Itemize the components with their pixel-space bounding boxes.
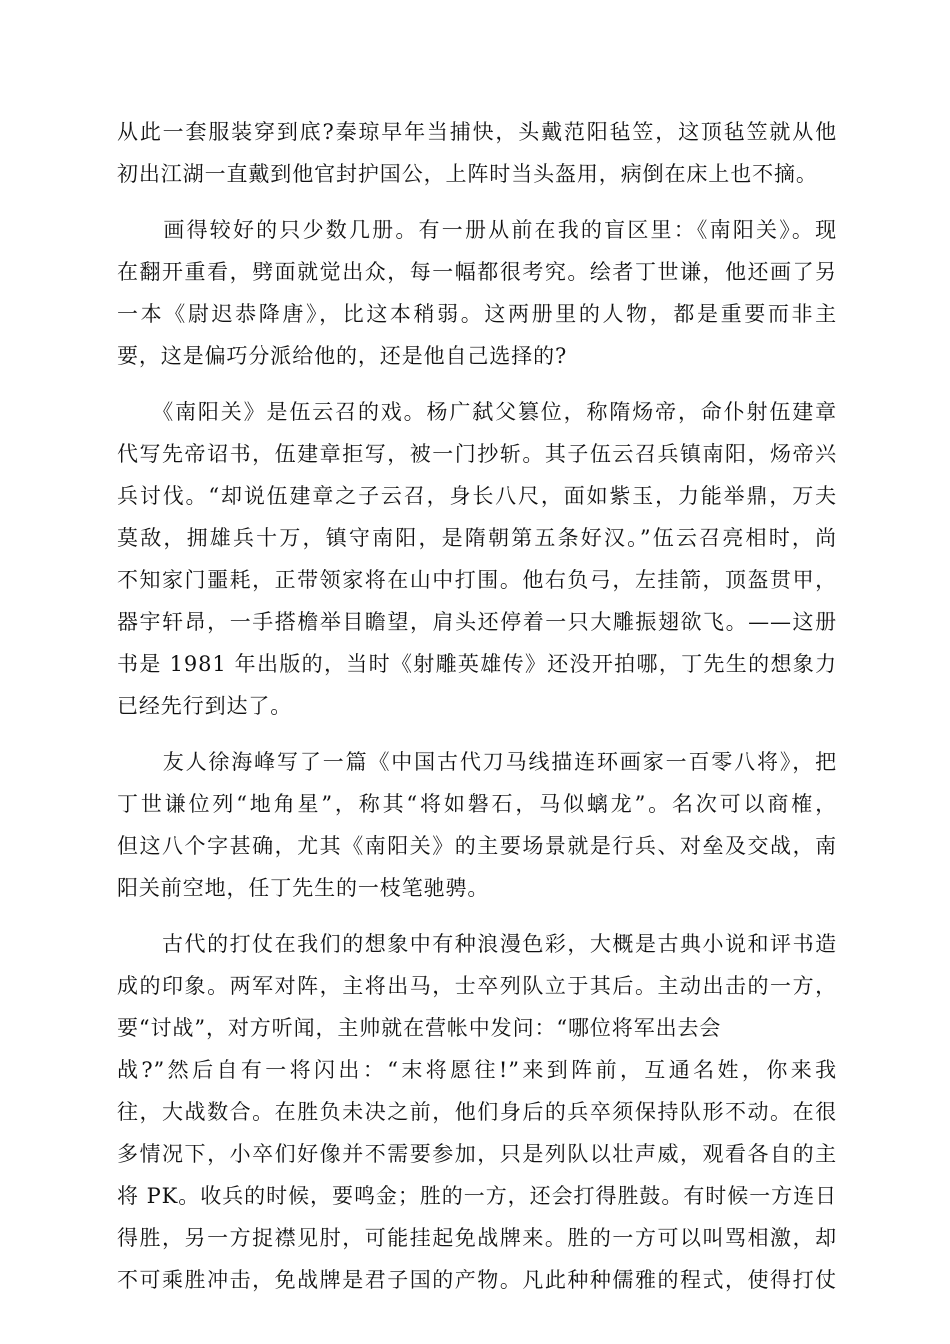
text-line: 但这八个字甚确，尤其《南阳关》的主要场景就是行兵、对垒及交战，南 [117,834,837,858]
paragraph-5 [117,923,837,1301]
text-line: 莫敌，拥雄兵十万，镇守南阳，是隋朝第五条好汉。”伍云召亮相时，尚 [117,526,837,550]
text-line: 不可乘胜冲击，免战牌是君子国的产物。凡此种种儒雅的程式，使得打仗 [117,1268,837,1292]
text-line: 不知家门噩耗，正带领家将在山中打围。他右负弓，左挂箭，顶盔贯甲， [117,568,837,592]
text-line: 古代的打仗在我们的想象中有种浪漫色彩，大概是古典小说和评书造 [117,932,837,956]
paragraph-2 [117,209,837,377]
paragraph-3 [117,391,837,727]
paragraph-1 [117,111,837,195]
text-line: 《南阳关》是伍云召的戏。杨广弑父篡位，称隋炀帝，命仆射伍建章 [117,400,837,424]
text-line: 得胜，另一方捉襟见肘，可能挂起免战牌来。胜的一方可以叫骂相激，却 [117,1226,837,1250]
text-line: 从此一套服装穿到底?秦琼早年当捕快，头戴范阳毡笠，这顶毡笠就从他 [117,120,837,144]
text-line: 器宇轩昂，一手搭檐举目瞻望，肩头还停着一只大雕振翅欲飞。——这册 [117,610,837,634]
text-line: 兵讨伐。“却说伍建章之子云召，身长八尺，面如紫玉，力能举鼎，万夫 [117,484,837,508]
text-line: 在翻开重看，劈面就觉出众，每一幅都很考究。绘者丁世谦，他还画了另 [117,260,837,284]
text-line: 多情况下，小卒们好像并不需要参加，只是列队以壮声威，观看各自的主 [117,1142,837,1166]
text-line: 画得较好的只少数几册。有一册从前在我的盲区里：《南阳关》。现 [117,218,837,242]
text-line: 已经先行到达了。 [117,694,293,718]
text-line: 书是 1981 年出版的，当时《射雕英雄传》还没开拍哪，丁先生的想象力 [117,652,837,676]
text-line: 往，大战数合。在胜负未决之前，他们身后的兵卒须保持队形不动。在很 [117,1100,837,1124]
text-line: 丁世谦位列“地角星”，称其“将如磐石，马似螭龙”。名次可以商榷， [117,792,837,816]
text-line: 友人徐海峰写了一篇《中国古代刀马线描连环画家一百零八将》，把 [117,750,837,774]
document-body [117,111,837,1315]
text-line: 要，这是偏巧分派给他的，还是他自己选择的? [117,344,568,368]
text-line: 一本《尉迟恭降唐》，比这本稍弱。这两册里的人物，都是重要而非主 [117,302,837,326]
text-line: 初出江湖一直戴到他官封护国公，上阵时当头盔用，病倒在床上也不摘。 [117,162,818,186]
text-line: 成的印象。两军对阵，主将出马，士卒列队立于其后。主动出击的一方， [117,974,837,998]
text-line: 代写先帝诏书，伍建章拒写，被一门抄斩。其子伍云召兵镇南阳，炀帝兴 [117,442,837,466]
text-line: 将 PK。收兵的时候，要鸣金；胜的一方，还会打得胜鼓。有时候一方连日 [117,1184,837,1208]
text-line: 战?”然后自有一将闪出：“末将愿往!”来到阵前，互通名姓，你来我 [117,1058,837,1082]
text-line: 阳关前空地，任丁先生的一枝笔驰骋。 [117,876,490,900]
paragraph-4 [117,741,837,909]
text-line: 要“讨战”，对方听闻，主帅就在营帐中发问：“哪位将军出去会 [117,1016,722,1040]
